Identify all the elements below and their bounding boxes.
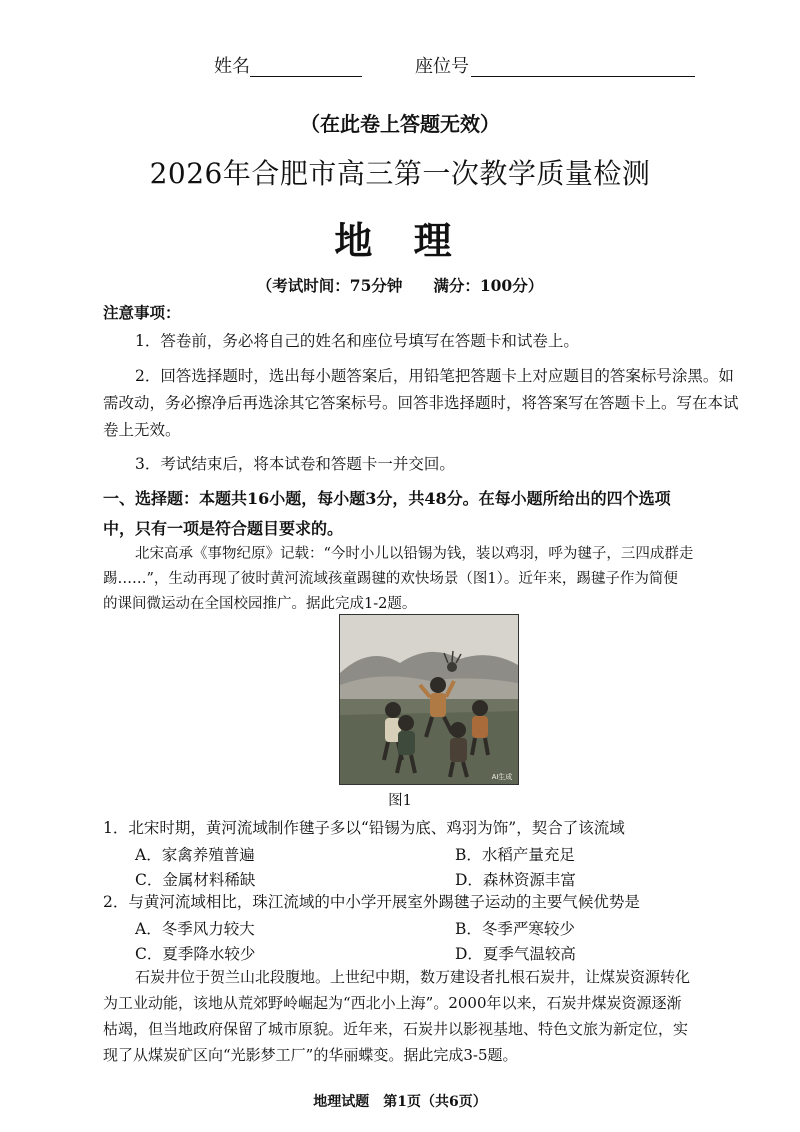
figure-1-illustration <box>339 614 519 785</box>
name-label: 姓名 <box>214 56 250 77</box>
instruction-1: 1．答卷前，务必将自己的姓名和座位号填写在答题卡和试卷上。 <box>135 332 579 350</box>
passage2-line3: 枯竭，但当地政府保留了城市原貌。近年来，石炭井以影视基地、特色文旅为新定位，实 <box>103 1020 689 1038</box>
q1-option-d: D．森林资源丰富 <box>455 871 576 889</box>
instructions-heading: 注意事项： <box>103 303 181 322</box>
notice-text: （在此卷上答题无效） <box>300 112 500 136</box>
q2-option-d: D．夏季气温较高 <box>455 945 576 963</box>
subject-title: 地 理 <box>334 218 466 263</box>
instruction-3: 3．考试结束后，将本试卷和答题卡一并交回。 <box>135 455 455 473</box>
q2-option-a: A．冬季风力较大 <box>135 920 255 938</box>
passage2-line4: 现了从煤炭矿区向“光影梦工厂”的华丽蝶变。据此完成3-5题。 <box>103 1046 518 1064</box>
kids-kicking-shuttlecock-image <box>340 615 518 784</box>
passage2-line2: 为工业动能，该地从荒郊野岭崛起为“西北小上海”。2000年以来，石炭井煤炭资源逐渐 <box>103 994 682 1012</box>
exam-title: 2026年合肥市高三第一次教学质量检测 <box>149 157 651 190</box>
seat-label: 座位号 <box>415 56 469 77</box>
passage2-line1: 石炭井位于贺兰山北段腹地。上世纪中期，数万建设者扎根石炭井，让煤炭资源转化 <box>135 968 691 986</box>
passage1-line3: 的课间微运动在全国校园推广。据此完成1-2题。 <box>103 596 417 612</box>
q1-stem: 1．北宋时期，黄河流域制作毽子多以“铅锡为底、鸡羽为饰”，契合了该流域 <box>103 819 625 837</box>
figure-caption: 图1 <box>388 793 412 809</box>
q1-option-a: A．家禽养殖普遍 <box>135 846 255 864</box>
seat-blank <box>471 56 695 77</box>
q2-stem: 2．与黄河流域相比，珠江流域的中小学开展室外踢毽子运动的主要气候优势是 <box>103 893 640 911</box>
figure-watermark: AI生成 <box>491 774 513 781</box>
instruction-2-line2: 需改动，务必擦净后再选涂其它答案标号。回答非选择题时，将答案写在答题卡上。写在本试 <box>103 394 739 412</box>
q2-option-b: B．冬季严寒较少 <box>455 920 575 938</box>
section1-line1: 一、选择题：本题共16小题，每小题3分，共48分。在每小题所给出的四个选项 <box>103 489 671 508</box>
instruction-2-line1: 2．回答选择题时，选出每小题答案后，用铅笔把答题卡上对应题目的答案标号涂黑。如 <box>135 367 734 385</box>
q1-option-c: C．金属材料稀缺 <box>135 871 256 889</box>
section1-line2: 中，只有一项是符合题目要求的。 <box>103 519 344 538</box>
exam-info: （考试时间：75分钟 满分：100分） <box>256 276 544 295</box>
q2-option-c: C．夏季降水较少 <box>135 945 256 963</box>
passage1-line2: 踢……”，生动再现了彼时黄河流域孩童踢毽的欢快场景（图1）。近年来，踢毽子作为简便 <box>103 571 678 587</box>
page-footer: 地理试题 第1页（共6页） <box>313 1094 487 1110</box>
name-blank <box>250 56 362 77</box>
passage1-line1: 北宋高承《事物纪原》记载：“今时小儿以铅锡为钱，装以鸡羽，呼为毽子，三四成群走 <box>135 546 694 562</box>
q1-option-b: B．水稻产量充足 <box>455 846 575 864</box>
instruction-2-line3: 卷上无效。 <box>103 421 181 439</box>
